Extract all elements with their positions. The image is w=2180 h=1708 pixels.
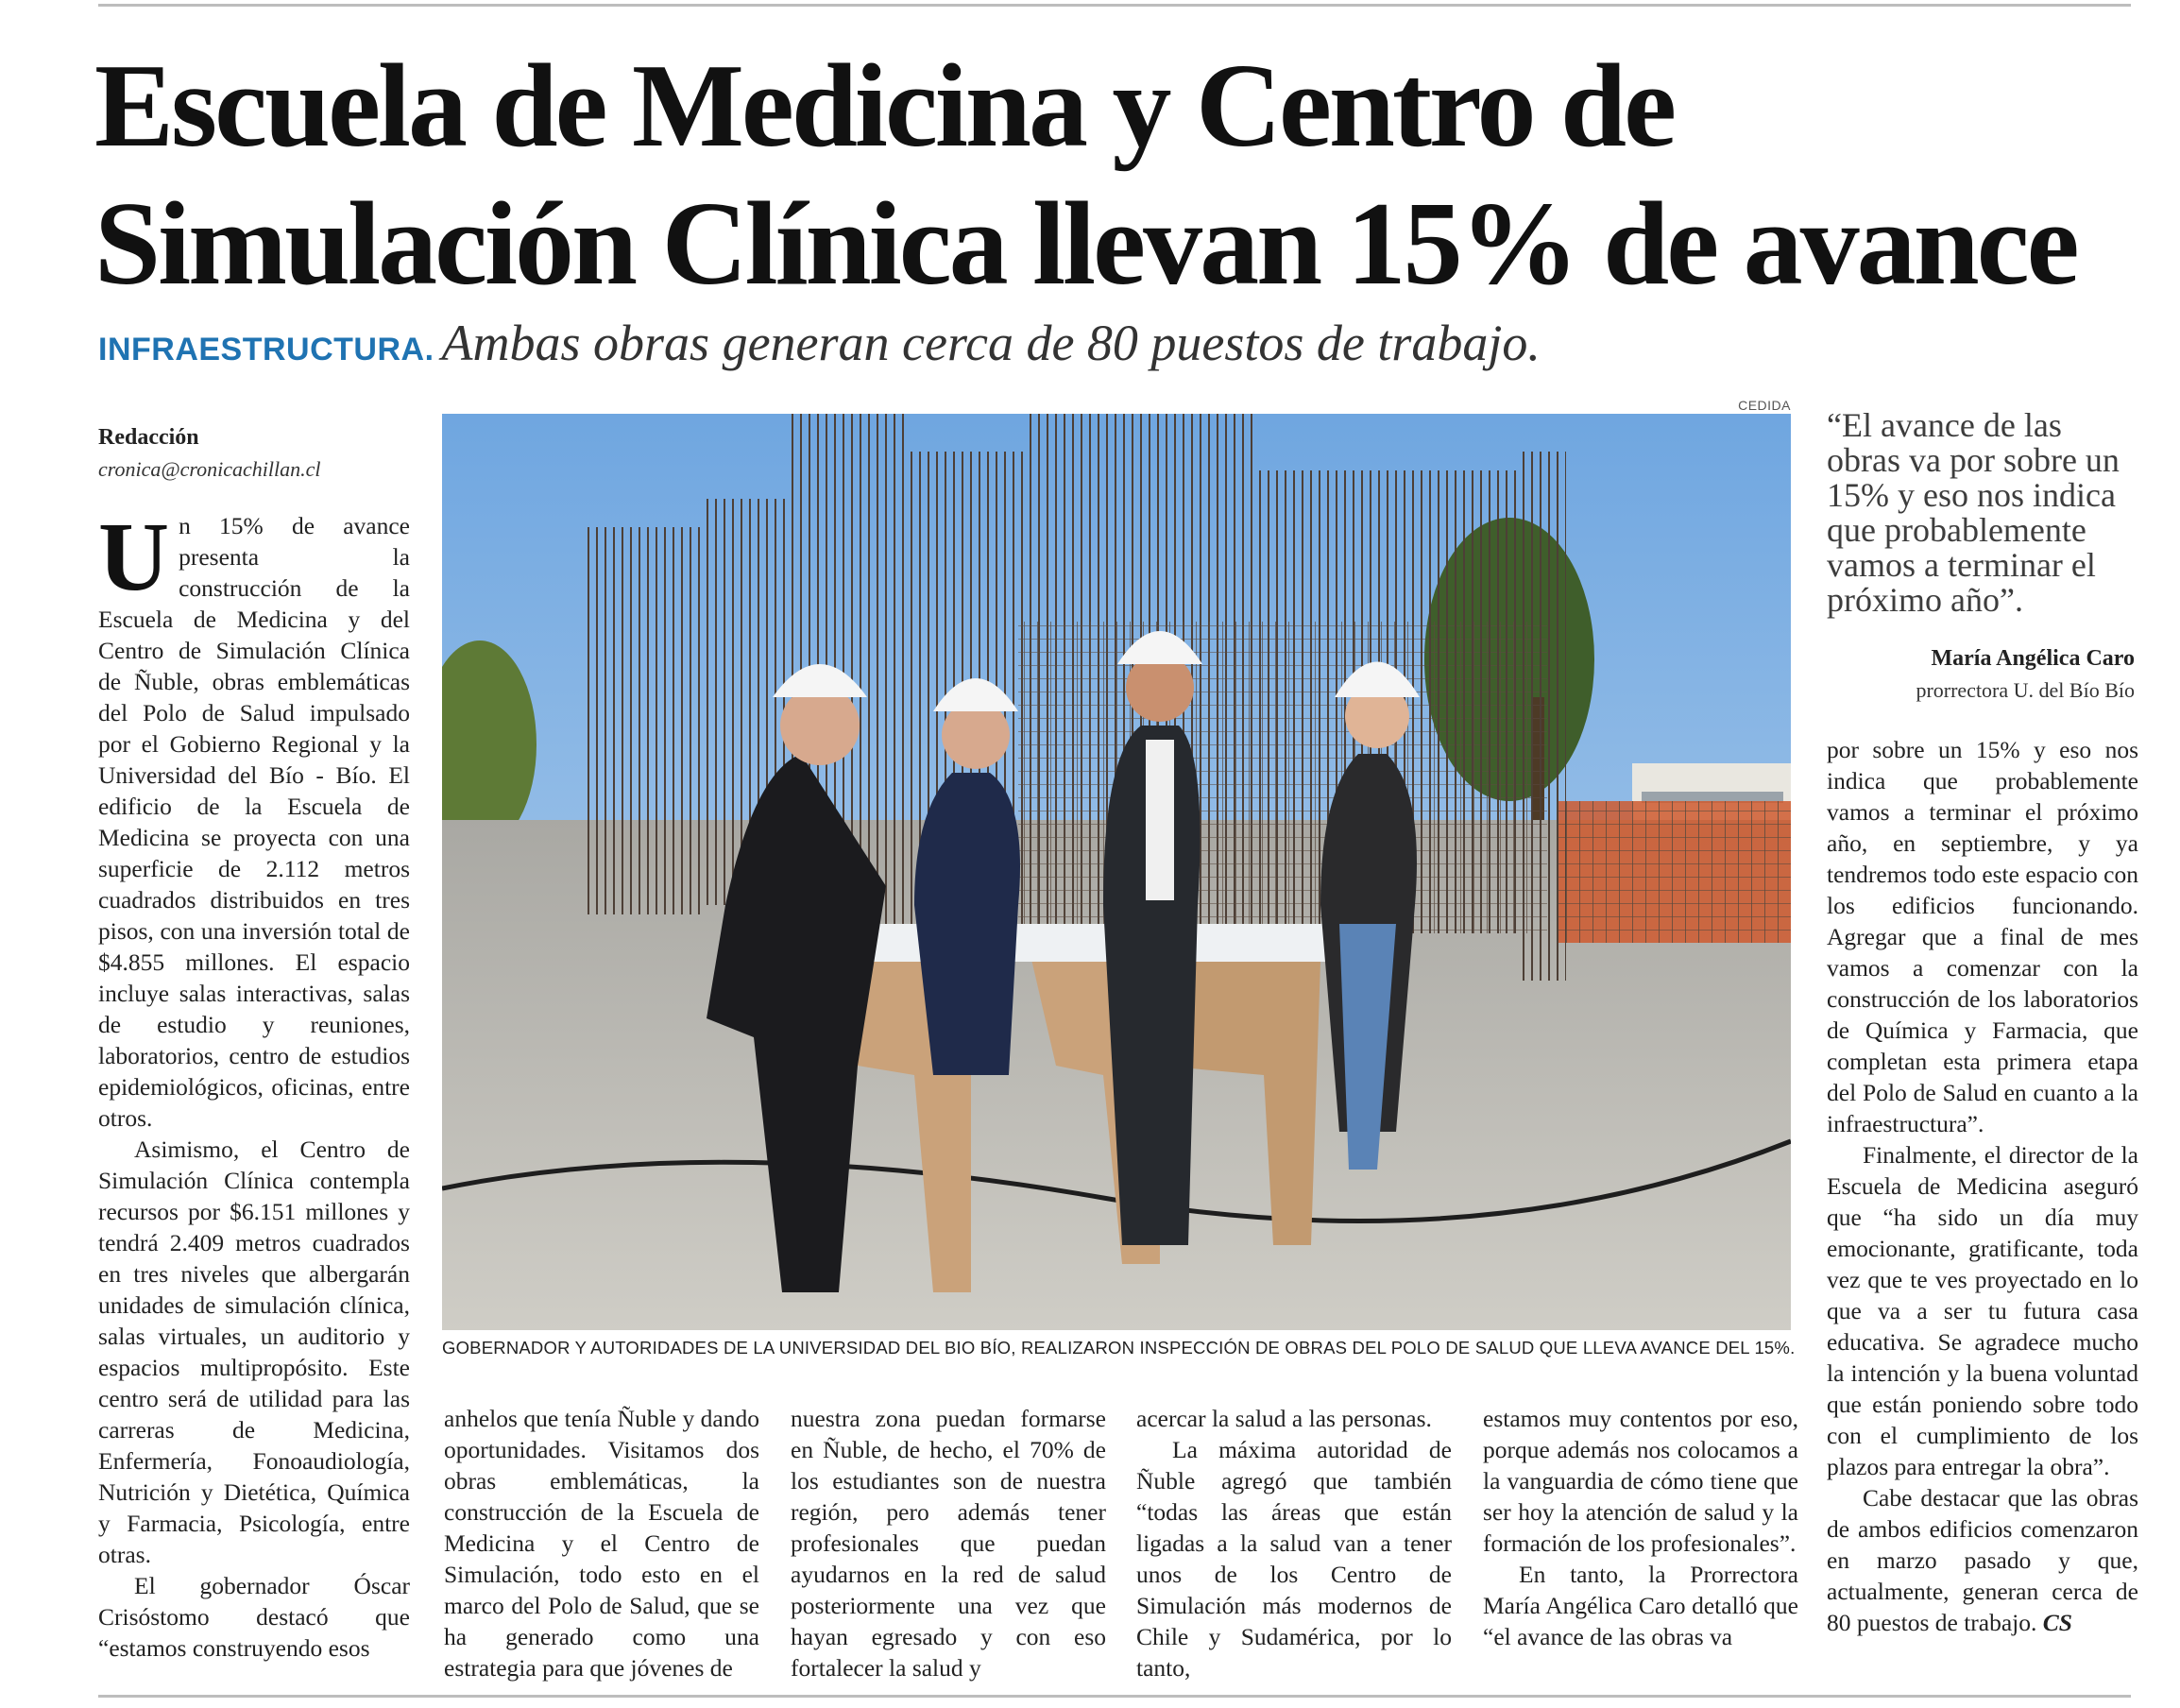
body-column-1 (98, 503, 410, 1664)
deck (98, 314, 2082, 372)
lead-text: n 15% de avance presenta la construcción de la Escuela de Medicina y del Centro de Simulación Clínica de Ñuble, obras emblemáticas del Polo de Salud impulsado por el Gobierno Regional y la Universidad del Bío - Bío. El edificio de la Escuela de Medicina se proyecta con una superficie de 2.112 metros cuadrados distribuidos en tres pisos, con una inversión total de $4.855 millones. El espacio incluye salas interactivas, salas de estudio y reuniones, laboratorios, centro de estudios epidemiológicos, oficinas, entre otros. (98, 512, 410, 1132)
top-rule (98, 4, 2131, 7)
construction-site-photo (442, 414, 1791, 1330)
drop-cap: U (98, 503, 170, 611)
closing-text: Cabe destacar que las obras de ambos edificios comenzaron en marzo pasado y que, actualmente, generan cerca de 80 puestos de trabajo. (1827, 1484, 2138, 1636)
pull-quote-role: prorrectora U. del Bío Bío (1916, 678, 2135, 702)
byline-email: cronica@cronicachillan.cl (98, 457, 321, 481)
body-paragraph: En tanto, la Prorrectora María Angélica Caro detalló que “el avance de las obras va (1483, 1561, 1798, 1650)
body-paragraph: estamos muy contentos por eso, porque además nos colocamos a la vanguardia de cómo tiene que ser hoy la atención de salud y la formación de los profesionales”. (1483, 1405, 1798, 1557)
body-paragraph: La máxima autoridad de Ñuble agregó que también “todas las áreas que están ligadas a la salud van a tener unos de los Centro de Simulación más modernos de Chile y Sudamérica, por lo tanto, (1136, 1436, 1452, 1682)
body-column-6 (1827, 734, 2138, 1638)
photo-credit: CEDIDA (1738, 398, 1791, 413)
body-column-2 (444, 1403, 759, 1683)
section-kicker: INFRAESTRUCTURA. (98, 332, 434, 367)
body-paragraph: acercar la salud a las personas. (1136, 1405, 1432, 1432)
body-paragraph: nuestra zona puedan formarse en Ñuble, de hecho, el 70% de los estudiantes son de nuestra región, pero además tener profesionales que puedan ayudarnos en la red de salud posteriormente una vez que hayan egresado y con eso fortalecer la salud y (791, 1405, 1106, 1682)
bottom-rule (98, 1695, 2131, 1698)
body-paragraph: Finalmente, el director de la Escuela de Medicina aseguró que “ha sido un día muy emocionante, gratificante, toda vez que te ves proyectado en lo que va a ser tu futura casa educativa. Se agradece mucho la intención y la buena voluntad que están poniendo sobre todo con el cumplimiento de los plazos para entregar la obra”. (1827, 1141, 2138, 1480)
body-column-3 (791, 1403, 1106, 1683)
pull-quote: “El avance de las obras va por sobre un 15% y eso nos indica que probablemente vamos a terminar el próximo año”. (1827, 406, 2120, 619)
body-paragraph: anhelos que tenía Ñuble y dando oportunidades. Visitamos dos obras emblemáticas, la construcción de la Escuela de Medicina y el Centro de Simulación, todo esto en el marco del Polo de Salud, que se ha generado como una estrategia para que jóvenes de (444, 1405, 759, 1682)
body-column-5 (1483, 1403, 1798, 1652)
pull-quote-author: María Angélica Caro (1931, 646, 2135, 671)
byline-author: Redacción (98, 425, 199, 450)
body-paragraph: Asimismo, el Centro de Simulación Clínica contempla recursos por $6.151 millones y tendrá 2.409 metros cuadrados en tres niveles que albergarán unidades de simulación clínica, salas virtuales, un auditorio y espacios multipropósito. Este centro será de utilidad para las carreras de Medicina, Enfermería, Fonoaudiología, Nutrición y Dietética, Química y Farmacia, Psicología, entre otras. (98, 1136, 410, 1568)
body-paragraph: El gobernador Óscar Crisóstomo destacó que “estamos construyendo esos (98, 1572, 410, 1662)
photo-caption: GOBERNADOR Y AUTORIDADES DE LA UNIVERSIDAD DEL BIO BÍO, REALIZARON INSPECCIÓN DE OBRAS DEL POLO DE SALUD QUE LLEVA AVANCE DEL 15%. (442, 1338, 1796, 1358)
body-column-4 (1136, 1403, 1452, 1683)
headline: Escuela de Medicina y Centro de Simulación Clínica llevan 15% de avance (94, 41, 2077, 310)
body-paragraph (98, 503, 410, 1134)
pull-quote-attribution (1823, 642, 2135, 707)
subheadline: Ambas obras generan cerca de 80 puestos de trabajo. (441, 315, 1541, 371)
news-photo (442, 414, 1791, 1330)
end-mark: CS (2042, 1609, 2072, 1636)
body-paragraph: por sobre un 15% y eso nos indica que probablemente vamos a terminar el próximo año, en septiembre, y ya tendremos todo este espacio con los edificios funcionando. Agregar que a final de mes vamos a comenzar con la construcción de los laboratorios de Química y Farmacia, que completan esta primera etapa del Polo de Salud en cuanto a la infraestructura”. (1827, 736, 2138, 1137)
body-paragraph (1827, 1482, 2138, 1638)
byline (98, 421, 410, 486)
